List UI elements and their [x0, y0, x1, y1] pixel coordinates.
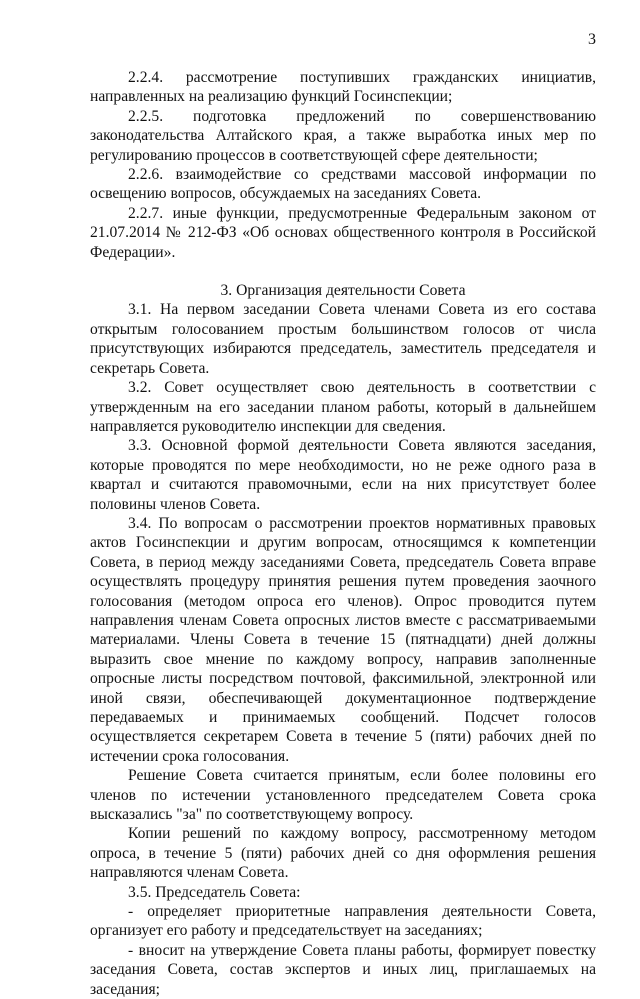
clause-3-4: 3.4. По вопросам о рассмотрении проектов нормативных правовых актов Госинспекции и другим вопросам, относящимся к компетенции Совета, в период между заседаниями Совета, председатель Совета вправе осуществлять процедуру принятия решения путем проведения заочного голосования (методом опроса его членов). Опрос проводится путем направления членам Совета опросных листов вместе с рассматриваемыми материалами. Члены Совета в течение 15 (пятнадцати) дней должны выразить свое мнение по каждому вопросу, направив заполненные опросные листы посредством почтовой, факсимильной, электронной или иной связи, обеспечивающей документационное подтверждение передаваемых и принимаемых сообщений. Подсчет голосов осуществляется секретарем Совета в течение 5 (пяти) рабочих дней по истечении срока голосования. [90, 514, 596, 765]
clause-2-2-5: 2.2.5. подготовка предложений по совершенствованию законодательства Алтайского края, а также выработка иных мер по регулированию процессов в соответствующей сфере деятельности; [90, 107, 596, 164]
decision-paragraph: Решение Совета считается принятым, если более половины его членов по истечении установленного председателем Совета срока высказались "за" по соответствующему вопросу. [90, 767, 596, 824]
clause-3-1: 3.1. На первом заседании Совета членами Совета из его состава открытым голосованием простым большинством голосов от числа присутствующих избираются председатель, заместитель председателя и секретарь Совета. [90, 301, 596, 377]
clause-2-2-4: 2.2.4. рассмотрение поступивших гражданских инициатив, направленных на реализацию функций Госинспекции; [90, 69, 596, 106]
clause-2-2-7: 2.2.7. иные функции, предусмотренные Федеральным законом от 21.07.2014 № 212-ФЗ «Об основах общественного контроля в Российской Федерации». [90, 204, 596, 261]
clause-3-5: 3.5. Председатель Совета: [128, 883, 301, 901]
document-body [90, 68, 596, 999]
page-number: 3 [588, 31, 596, 48]
clause-2-2-6: 2.2.6. взаимодействие со средствами массовой информации по освещению вопросов, обсуждаемых на заседаниях Совета. [90, 166, 596, 203]
copies-paragraph: Копии решений по каждому вопросу, рассмотренному методом опроса, в течение 5 (пяти) рабочих дней со дня оформления решения направляются членам Совета. [90, 825, 596, 882]
chairman-duty-1: - определяет приоритетные направления деятельности Совета, организует его работу и председательствует на заседаниях; [90, 903, 596, 940]
section-title: 3. Организация деятельности Совета [220, 282, 466, 300]
clause-3-3: 3.3. Основной формой деятельности Совета являются заседания, которые проводятся по мере необходимости, но не реже одного раза в квартал и считаются правомочными, если на них присутствует более половины членов Совета. [90, 437, 596, 513]
chairman-duty-2: - вносит на утверждение Совета планы работы, формирует повестку заседания Совета, состав экспертов и иных лиц, приглашаемых на заседания; [90, 941, 596, 998]
clause-3-2: 3.2. Совет осуществляет свою деятельность в соответствии с утвержденным на его заседании планом работы, который в дальнейшем направляется руководителю инспекции для сведения. [90, 379, 596, 435]
